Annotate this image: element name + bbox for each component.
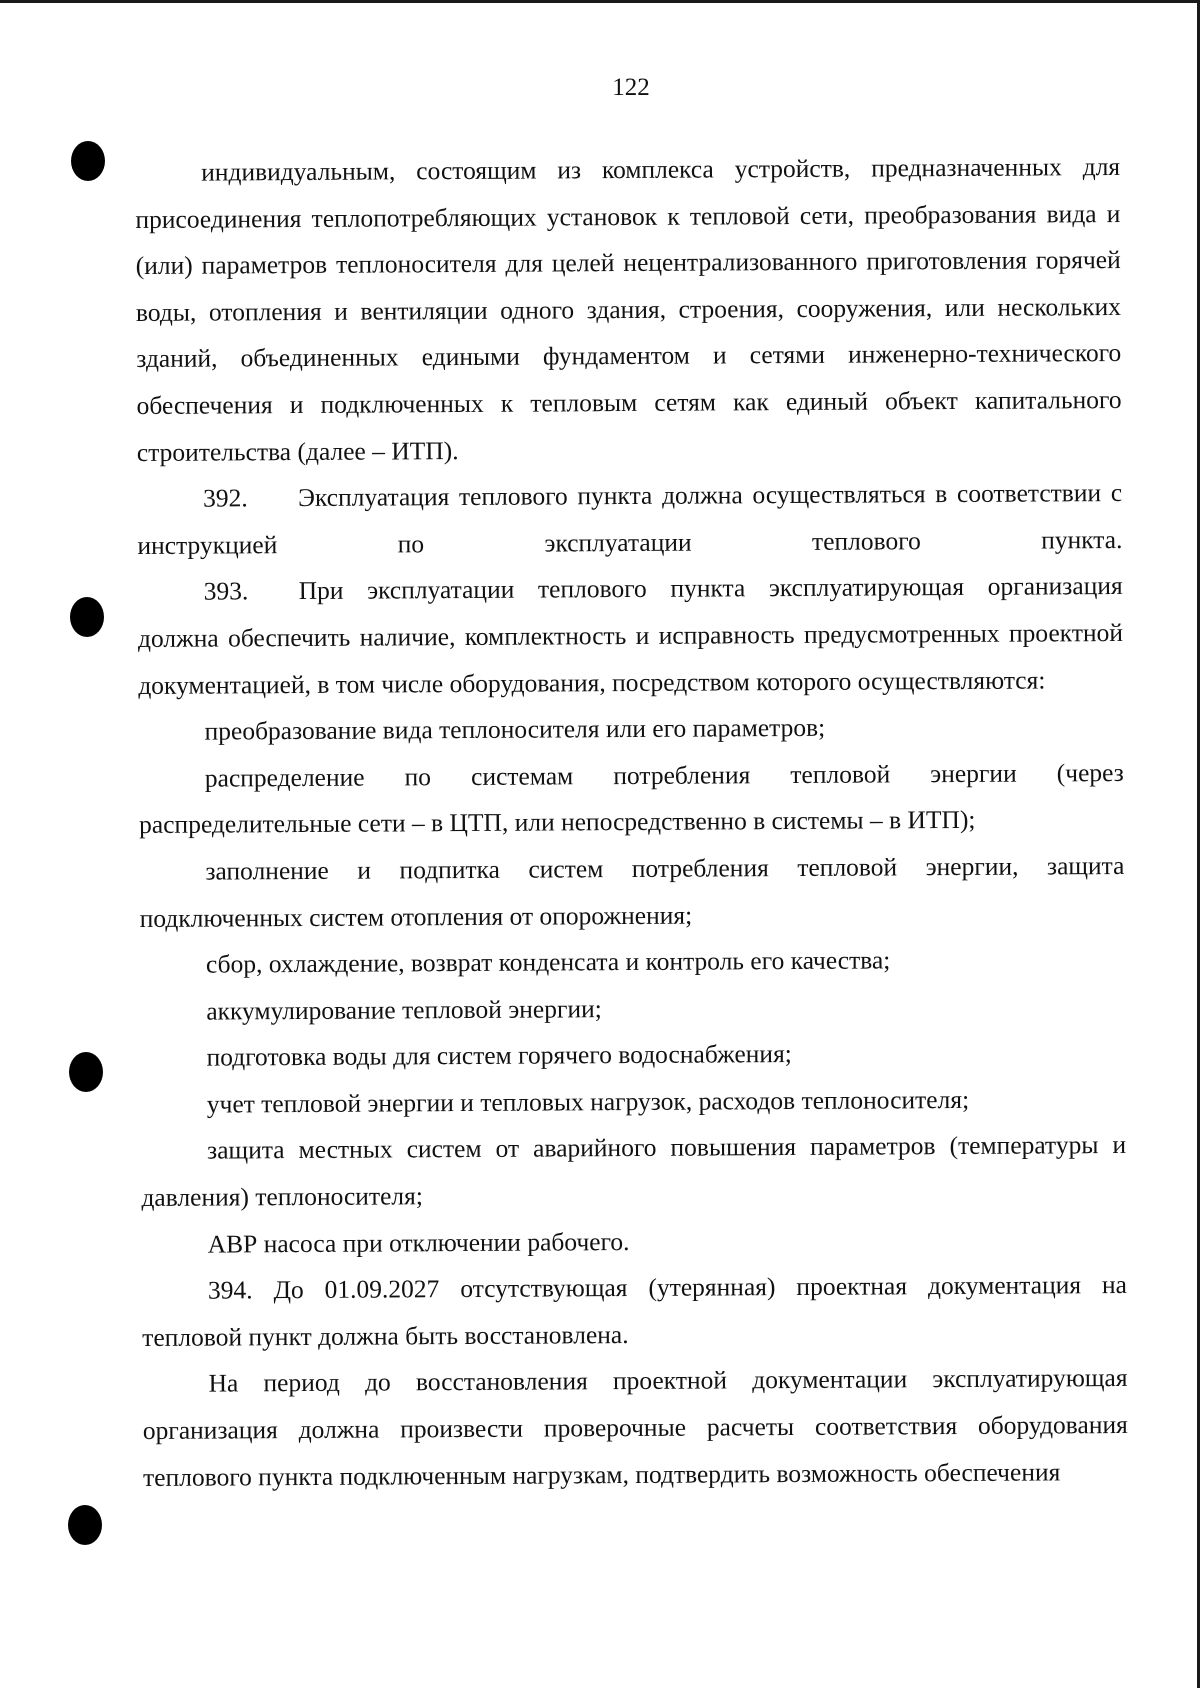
paragraph: сбор, охлаждение, возврат конденсата и контроль его качества; [205,945,891,979]
paragraph-text: При эксплуатации теплового пункта эксплуатирующая организация должна обеспечить наличие, комплектность и исправность предусмотренных проектной документацией, в том числе оборудования, посредством которого осуществляются: [137,571,1124,700]
paragraph [138,563,1124,709]
paragraph: АВР насоса при отключении рабочего. [207,1226,630,1259]
punch-hole [69,1052,103,1092]
paragraph [142,1262,1128,1361]
punch-hole [70,597,104,637]
paragraph-text: До 01.09.2027 отсутствующая (утерянная) проектная документация на тепловой пункт должна быть восстановлена. [142,1270,1128,1352]
paragraph: подготовка воды для систем горячего водоснабжения; [206,1039,792,1072]
item-number: 392. [203,483,248,513]
page-number: 122 [612,74,650,101]
paragraph: индивидуальным, состоящим из комплекса устройств, предназначенных для присоединения теплопотребляющих установок к тепловой сети, преобразования вида и (или) параметров теплоносителя для целей нецентрализованного приготовления горячей воды, отопления и вентиляции одного здания, строения, сооружения, или нескольких зданий, объединенных едиными фундаментом и сетями инженерно-технического обеспечения и подключенных к тепловым сетям как единый объект капитального строительства (далее – ИТП). [135,151,1122,467]
punch-hole [71,141,105,181]
paragraph-text: Эксплуатация теплового пункта должна осуществляться в соответствии с инструкцией по эксплуатации теплового пункта. [137,478,1123,560]
paragraph [137,470,1123,569]
paragraph: учет тепловой энергии и тепловых нагрузок, расходов теплоносителя; [206,1084,970,1119]
item-number: 393. [203,576,249,606]
paragraph: защита местных систем от аварийного повышения параметров (температуры и давления) теплоносителя; [141,1130,1127,1213]
paragraph: аккумулирование тепловой энергии; [206,993,602,1026]
paragraph: преобразование вида теплоносителя или его параметров; [204,712,826,746]
body-text [135,144,1128,1501]
paragraph: заполнение и подпитка систем потребления тепловой энергии, защита подключенных систем отопления от опорожнения; [139,850,1125,933]
paragraph: распределение по системам потребления тепловой энергии (через распределительные сети – в ЦТП, или непосредственно в системы – в ИТП); [139,757,1124,840]
paragraph: На период до восстановления проектной документации эксплуатирующая организация должна произвести проверочные расчеты соответствия оборудования теплового пункта подключенным нагрузкам, подтвердить возможность обеспечения [142,1363,1128,1492]
item-number: 394. [207,1275,253,1305]
scan-border-top [0,0,1200,3]
punch-hole [68,1505,102,1545]
